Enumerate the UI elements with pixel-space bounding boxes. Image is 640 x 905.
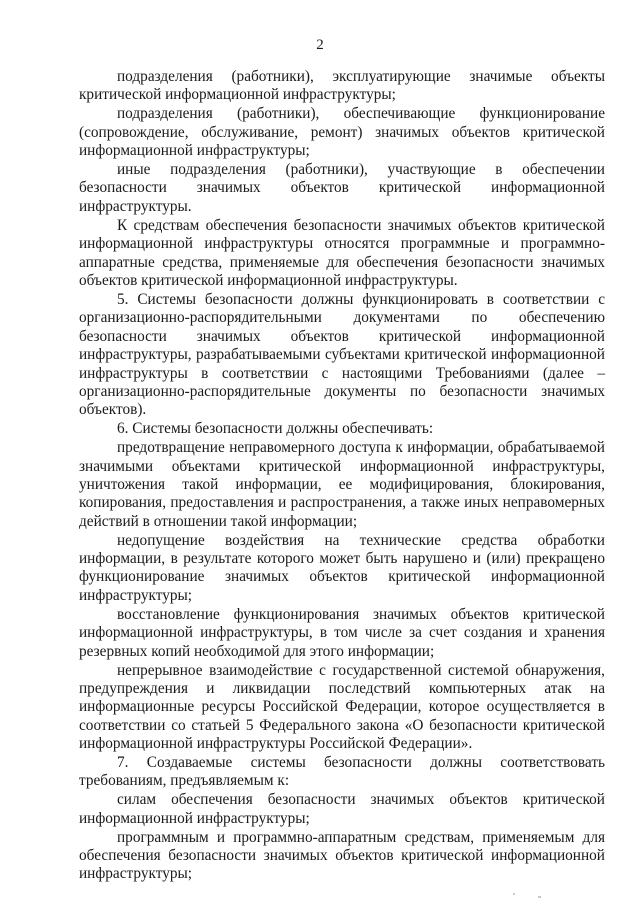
paragraph: подразделения (работники), обеспечивающие функционирование (сопровождение, обслуживание, ремонт) значимых объектов критической информационной инфраструктуры; — [79, 105, 605, 160]
paragraph: силам обеспечения безопасности значимых объектов критической информационной инфраструктуры; — [79, 791, 605, 827]
paragraph: восстановление функционирования значимых объектов критической информационной инфраструктуры, в том числе за счет создания и хранения резервных копий необходимой для этого информации; — [79, 605, 605, 660]
paragraph: К средствам обеспечения безопасности значимых объектов критической информационной инфраструктуры относятся программные и программно-аппаратные средства, применяемые для обеспечения безопасности значимых объектов критической информационной инфраструктуры. — [79, 216, 605, 289]
paragraph: 7. Создаваемые системы безопасности должны соответствовать требованиям, предъявляемым к: — [79, 754, 605, 790]
paragraph: 6. Системы безопасности должны обеспечивать: — [117, 420, 434, 438]
paragraph: предотвращение неправомерного доступа к информации, обрабатываемой значимыми объектами критической информационной инфраструктуры, уничтожения такой информации, ее модифицирования, блокирования, копирования, предоставления и распространения, а также иных неправомерных действий в отношении такой информации; — [79, 439, 605, 530]
document-body — [79, 68, 605, 884]
page-number: 2 — [316, 37, 324, 53]
paragraph: программным и программно-аппаратным средствам, применяемым для обеспечения безопасности значимых объектов критической информационной инфраструктуры; — [79, 828, 605, 883]
paragraph: иные подразделения (работники), участвующие в обеспечении безопасности значимых объектов критической информационной инфраструктуры. — [79, 161, 605, 215]
scan-speck — [538, 896, 541, 898]
paragraph: подразделения (работники), эксплуатирующие значимые объекты критической информационной инфраструктуры; — [79, 68, 605, 104]
paragraph: 5. Системы безопасности должны функционировать в соответствии с организационно-распорядительными документами по обеспечению безопасности значимых объектов критической информационной инфраструктуры, разрабатываемыми субъектами критической информационной инфраструктуры в соответствии с настоящими Требованиями (далее – организационно-распорядительные документы по безопасности значимых объектов). — [79, 290, 605, 419]
scan-speck — [513, 893, 515, 895]
paragraph: непрерывное взаимодействие с государственной системой обнаружения, предупреждения и ликвидации последствий компьютерных атак на информационные ресурсы Российской Федерации, которое осуществляется в соответствии со статьей 5 Федерального закона «О безопасности критической информационной инфраструктуры Российской Федерации». — [79, 661, 605, 753]
paragraph: недопущение воздействия на технические средства обработки информации, в результате которого может быть нарушено и (или) прекращено функционирование значимых объектов критической информационной инфраструктуры; — [79, 531, 605, 604]
